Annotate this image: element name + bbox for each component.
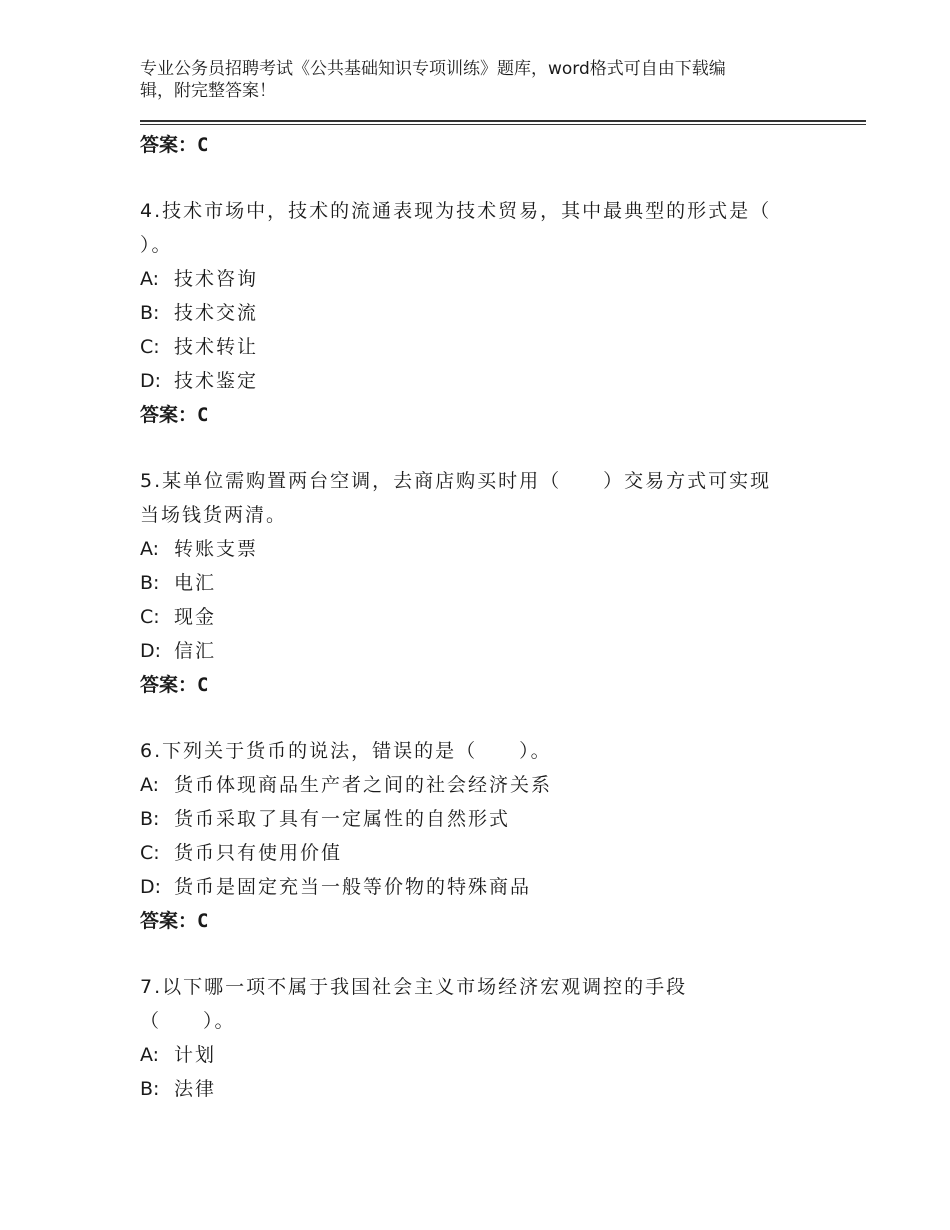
- question-4: [140, 194, 840, 432]
- option-key: A:: [140, 774, 160, 796]
- option-d: [140, 870, 840, 904]
- option-key: C:: [140, 842, 160, 864]
- question-stem: [140, 970, 800, 1038]
- option-c: [140, 600, 840, 634]
- option-key: B:: [140, 1078, 160, 1100]
- answer-value: C: [197, 134, 209, 156]
- option-text: 转账支票: [174, 538, 259, 560]
- option-a: [140, 768, 840, 802]
- option-a: [140, 532, 840, 566]
- option-c: [140, 836, 840, 870]
- option-d: [140, 364, 840, 398]
- option-key: A:: [140, 1044, 160, 1066]
- answer-label: 答案：: [140, 404, 198, 426]
- option-key: D:: [140, 370, 162, 392]
- option-text: 信汇: [174, 640, 217, 662]
- option-b: [140, 296, 840, 330]
- option-text: 法律: [174, 1078, 217, 1100]
- answer-value: C: [197, 910, 209, 932]
- answer-line: [140, 668, 840, 702]
- answer-label: 答案：: [140, 674, 198, 696]
- question-stem: [140, 464, 800, 532]
- option-key: B:: [140, 302, 160, 324]
- question-stem-line: 4.技术市场中，技术的流通表现为技术贸易，其中最典型的形式是（: [140, 200, 772, 222]
- question-stem: [140, 194, 800, 262]
- answer-line: [140, 904, 840, 938]
- answer-value: C: [197, 674, 209, 696]
- option-text: 货币只有使用价值: [174, 842, 343, 864]
- option-key: A:: [140, 538, 160, 560]
- option-text: 货币是固定充当一般等价物的特殊商品: [174, 876, 532, 898]
- option-text: 技术交流: [174, 302, 259, 324]
- option-c: [140, 330, 840, 364]
- option-text: 现金: [174, 606, 217, 628]
- question-stem-line: 当场钱货两清。: [140, 504, 288, 526]
- question-stem-line: （ ）。: [140, 1010, 236, 1032]
- option-b: [140, 566, 840, 600]
- option-key: B:: [140, 808, 160, 830]
- option-a: [140, 1038, 840, 1072]
- option-text: 技术咨询: [174, 268, 259, 290]
- question-6: [140, 734, 840, 938]
- question-7: [140, 970, 840, 1106]
- question-list: [140, 128, 840, 1106]
- header-line-1: 专业公务员招聘考试《公共基础知识专项训练》题库，word格式可自由下载编: [140, 59, 726, 79]
- option-text: 货币采取了具有一定属性的自然形式: [174, 808, 511, 830]
- option-text: 技术鉴定: [174, 370, 259, 392]
- previous-answer: [140, 128, 840, 162]
- question-stem: [140, 734, 800, 768]
- answer-label: 答案：: [140, 910, 198, 932]
- question-stem-line: ）。: [140, 234, 173, 256]
- option-key: A:: [140, 268, 160, 290]
- option-text: 货币体现商品生产者之间的社会经济关系: [174, 774, 553, 796]
- option-b: [140, 802, 840, 836]
- question-stem-line: 6.下列关于货币的说法，错误的是（ ）。: [140, 740, 552, 762]
- option-key: D:: [140, 876, 162, 898]
- option-key: B:: [140, 572, 160, 594]
- option-key: C:: [140, 606, 160, 628]
- question-stem-line: 5.某单位需购置两台空调，去商店购买时用（ ）交易方式可实现: [140, 470, 772, 492]
- option-key: C:: [140, 336, 160, 358]
- answer-value: C: [197, 404, 209, 426]
- header-line-2: 辑，附完整答案！: [140, 81, 276, 101]
- option-b: [140, 1072, 840, 1106]
- answer-line: [140, 398, 840, 432]
- document-header: [140, 58, 800, 102]
- option-a: [140, 262, 840, 296]
- question-stem-line: 7.以下哪一项不属于我国社会主义市场经济宏观调控的手段: [140, 976, 688, 998]
- header-rule-thin: [140, 124, 866, 125]
- option-d: [140, 634, 840, 668]
- option-text: 技术转让: [174, 336, 259, 358]
- answer-label: 答案：: [140, 134, 198, 156]
- option-key: D:: [140, 640, 162, 662]
- header-rule-thick: [140, 120, 866, 122]
- question-5: [140, 464, 840, 702]
- option-text: 计划: [174, 1044, 217, 1066]
- option-text: 电汇: [174, 572, 217, 594]
